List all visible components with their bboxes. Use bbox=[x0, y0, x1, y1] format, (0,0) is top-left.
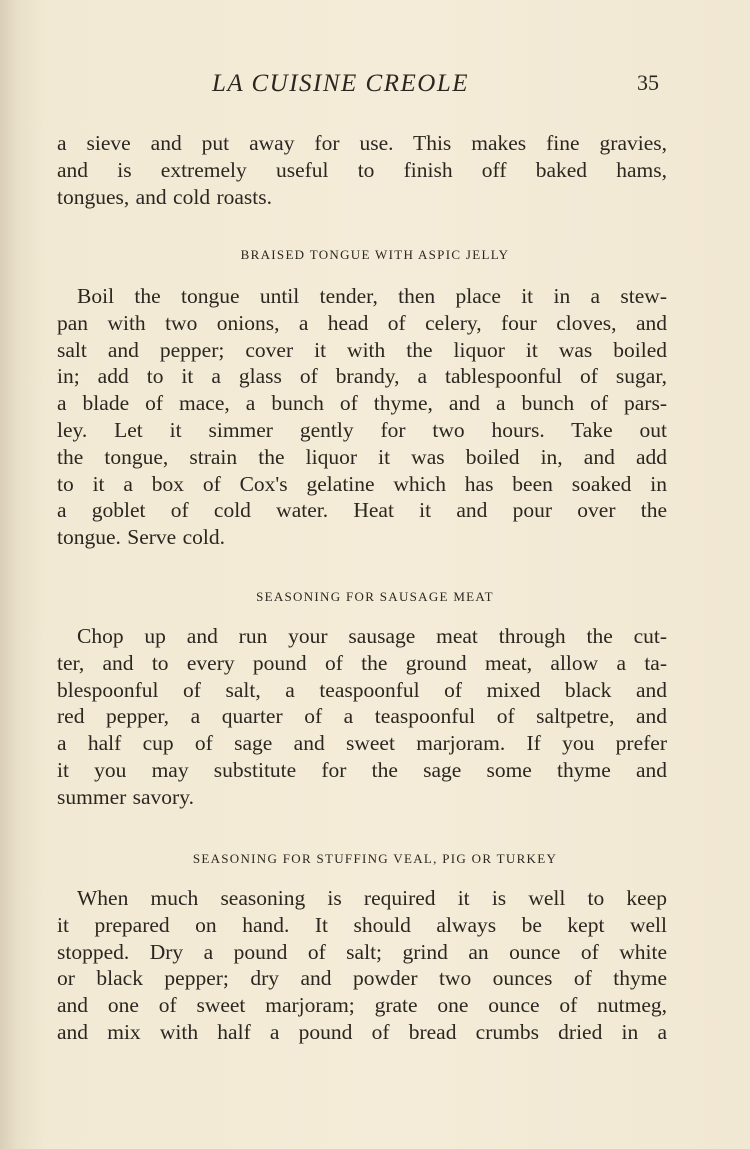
text-line: Chop up and run your sausage meat through the cut- bbox=[77, 624, 667, 648]
text-line: tongue. Serve cold. bbox=[57, 525, 225, 550]
section-heading: SEASONING FOR STUFFING VEAL, PIG OR TURKEY bbox=[192, 851, 558, 866]
text-line: a goblet of cold water. Heat it and pour over the bbox=[57, 498, 667, 523]
text-line: stopped. Dry a pound of salt; grind an ounce of white bbox=[57, 939, 667, 964]
text-line: and mix with half a pound of bread crumbs dried in a bbox=[57, 1019, 667, 1044]
text-line: or black pepper; dry and powder two ounces of thyme bbox=[57, 966, 667, 991]
text-line: red pepper, a quarter of a teaspoonful of saltpetre, and bbox=[57, 704, 667, 729]
running-title: LA CUISINE CREOLE bbox=[212, 70, 469, 97]
text-line: it you may substitute for the sage some thyme and bbox=[57, 757, 667, 782]
text-line: in; add to it a glass of brandy, a tablespoonful of sugar, bbox=[57, 364, 667, 389]
text-line: and is extremely useful to finish off baked hams, bbox=[57, 157, 667, 182]
paragraph bbox=[57, 283, 667, 551]
section-heading: SEASONING FOR SAUSAGE MEAT bbox=[256, 589, 494, 604]
text-line: it prepared on hand. It should always be kept well bbox=[57, 912, 667, 937]
page-number: 35 bbox=[637, 70, 659, 95]
text-line: and one of sweet marjoram; grate one ounce of nutmeg, bbox=[57, 993, 667, 1018]
paragraph bbox=[57, 885, 667, 1046]
paragraph bbox=[57, 623, 667, 811]
running-header bbox=[0, 70, 750, 104]
paragraph bbox=[57, 130, 667, 210]
text-line: ter, and to every pound of the ground meat, allow a ta- bbox=[57, 650, 667, 675]
text-line: salt and pepper; cover it with the liquor it was boiled bbox=[57, 337, 667, 362]
text-line: ley. Let it simmer gently for two hours. Take out bbox=[57, 417, 667, 442]
text-line: a half cup of sage and sweet marjoram. If you prefer bbox=[57, 731, 667, 756]
text-line: blespoonful of salt, a teaspoonful of mixed black and bbox=[57, 677, 667, 702]
text-line: a sieve and put away for use. This makes fine gravies, bbox=[57, 131, 667, 155]
text-line: Boil the tongue until tender, then place it in a stew- bbox=[77, 284, 667, 308]
text-line: the tongue, strain the liquor it was boiled in, and add bbox=[57, 444, 667, 469]
section-heading: BRAISED TONGUE WITH ASPIC JELLY bbox=[240, 247, 510, 262]
text-line: to it a box of Cox's gelatine which has been soaked in bbox=[57, 471, 667, 496]
text-line: pan with two onions, a head of celery, four cloves, and bbox=[57, 310, 667, 335]
text-line: a blade of mace, a bunch of thyme, and a bunch of pars- bbox=[57, 391, 667, 416]
text-line: When much seasoning is required it is well to keep bbox=[77, 886, 667, 910]
text-line: tongues, and cold roasts. bbox=[57, 184, 272, 209]
text-line: summer savory. bbox=[57, 784, 194, 809]
